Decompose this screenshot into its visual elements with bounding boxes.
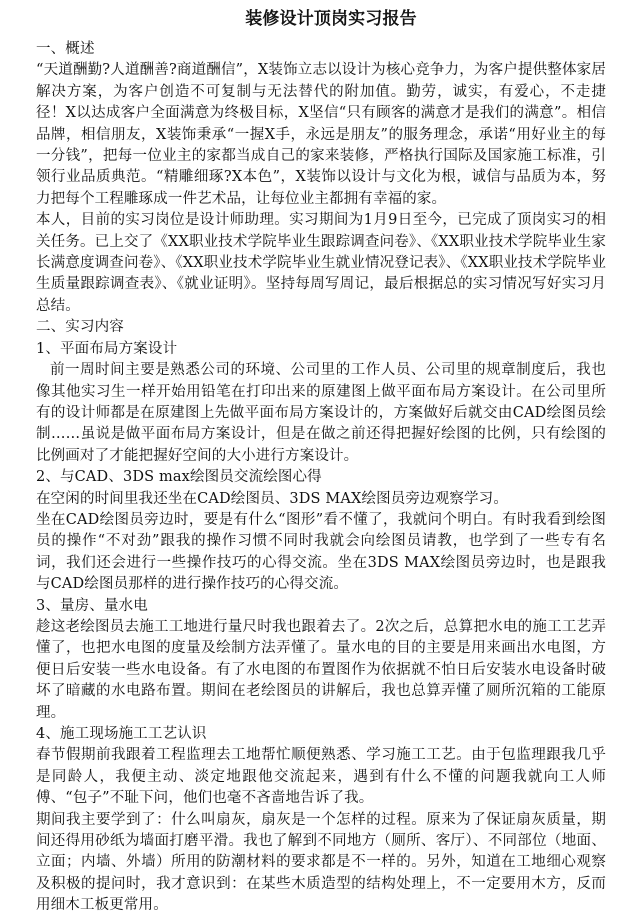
layout-design-paragraph: 前一周时间主要是熟悉公司的环境、公司里的工作人员、公司里的规章制度后，我也像其他实习生一样开始用铅笔在打印出来的原建图上做平面布局方案设计。在公司里所有的设计师都是在原建图上先做平面布局方案设计的，方案做好后就交由CAD绘图员绘制……虽说是做平面布局方案设计，但是在做之前还得把握好绘图的比例，只有绘图的比例画对了才能把握好空间的大小进行方案设计。 [36, 362, 606, 464]
overview-paragraph-personal: 本人，目前的实习岗位是设计师助理。实习期间为1月9日至今，已完成了顶岗实习的相关任务。已上交了《XX职业技术学院毕业生跟踪调查问卷》、《XX职业技术学院毕业生家长满意度调查问卷》、《XX职业技术学院毕业生就业情况登记表》、《XX职业技术学院毕业生质量跟踪调查表》、《就业证明》。坚持每周写周记，最后根据总的实习情况写好实习月总结。 [36, 212, 606, 314]
section-heading-overview: 一、概述 [36, 41, 95, 57]
construction-site-paragraph-1: 春节假期前我跟着工程监理去工地帮忙顺便熟悉、学习施工工艺。由于包监理跟我几乎是同龄人，我便主动、淡定地跟他交流起来，遇到有什么不懂的问题我就向工人师傅、“包子”不耻下问，他们也毫不吝啬地告诉了我。 [36, 747, 606, 807]
cad-exchange-paragraph-1: 在空闲的时间里我还坐在CAD绘图员、3DS MAX绘图员旁边观察学习。 [36, 490, 508, 507]
cad-exchange-paragraph-2: 坐在CAD绘图员旁边时，要是有什么“图形”看不懂了，我就问个明白。有时我看到绘图员的操作“不对劲”跟我的操作习惯不同时我就会向绘图员请教，也学到了一些专有名词，我们还会进行一些操作技巧的心得交流。坐在3DS MAX绘图员旁边时，也是跟我与CAD绘图员那样的进行操作技巧的心得交流。 [36, 511, 606, 593]
measurement-paragraph: 趁这老绘图员去施工工地进行量尺时我也跟着去了。2次之后，总算把水电的施工工艺弄懂了，也把水电图的度量及绘制方法弄懂了。量水电的目的主要是用来画出水电图，方便日后安装一些水电设备。有了水电图的布置图作为依据就不怕日后安装水电设备时破坏了暗藏的水电路布置。期间在老绘图员的讲解后，我也总算弄懂了厕所沉箱的工能原理。 [36, 618, 606, 721]
document-title: 装修设计顶岗实习报告 [245, 9, 417, 29]
section-heading-internship-content: 二、实习内容 [36, 319, 124, 336]
construction-site-paragraph-2: 期间我主要学到了：什么叫扇灰，扇灰是一个怎样的过程。原来为了保证扇灰质量，期间还得用砂纸为墙面打磨平滑。我也了解到不同地方（厕所、客厅）、不同部位（地面、立面；内墙、外墙）所用的防潮材料的要求都是不一样的。另外，知道在工地细心观察及积极的提问时，我才意识到：在某些木质造型的结构处理上，不一定要用木方，反而用细木工板更常用。 [36, 811, 606, 914]
subsection-heading-measurement: 3、量房、量水电 [36, 597, 148, 614]
subsection-heading-cad-exchange: 2、与CAD、3DS max绘图员交流绘图心得 [36, 469, 322, 486]
overview-paragraph-company: “天道酬勤?人道酬善?商道酬信”，X装饰立志以设计为核心竞争力，为客户提供整体家居解决方案，为客户创造不可复制与无法替代的附加值。勤劳，诚实，有爱心，不走捷径！X以达成客户全面满意为终极目标，X坚信“只有顾客的满意才是我们的满意”。相信品牌，相信朋友，X装饰秉承“一握X手，永远是朋友”的服务理念，承诺“用好业主的每一分钱”，把每一位业主的家都当成自己的家来装修，严格执行国际及国家施工标准，引领行业品质典范。“精雕细琢?X本色”，X装饰以设计与文化为根，诚信与品质为本，努力把每个工程雕琢成一件艺术品，让每位业主都拥有幸福的家。 [36, 62, 606, 207]
subsection-heading-layout-design: 1、平面布局方案设计 [36, 340, 178, 357]
subsection-heading-construction-site: 4、施工现场施工工艺认识 [36, 726, 207, 742]
